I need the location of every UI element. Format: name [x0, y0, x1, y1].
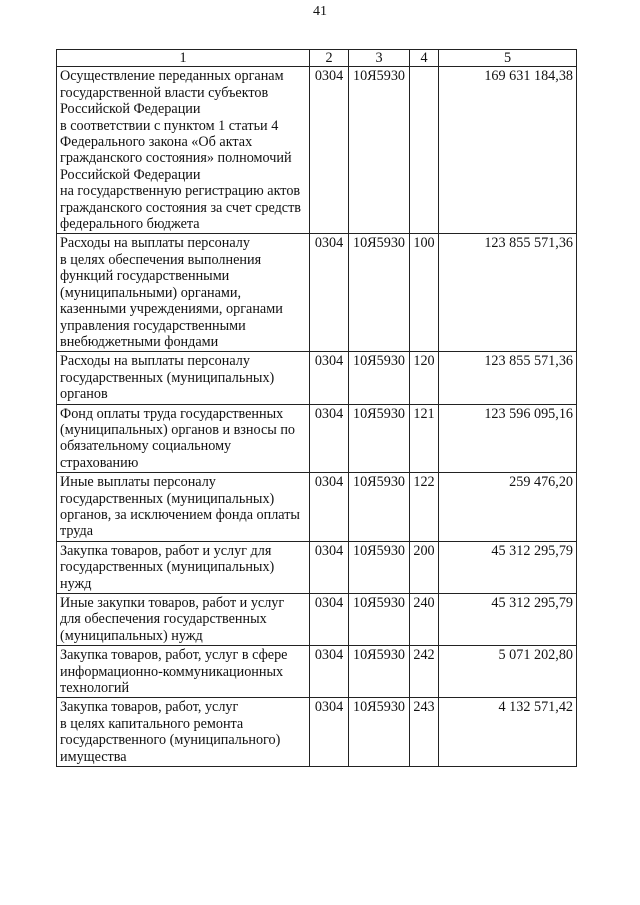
header-col-4: 4 — [410, 50, 439, 67]
row-description: Осуществление переданных органам государственной власти субъектов Российской Федерации в соответствии с пунктом 1 статьи 4 Федерального закона «Об актах гражданского состояния» полномочий Российской Федерации на государственную регистрацию актов гражданского состояния за счет средств федерального бюджета — [57, 67, 310, 234]
row-expense-type — [410, 67, 439, 234]
budget-table — [56, 49, 577, 767]
row-description: Иные закупки товаров, работ и услуг для обеспечения государственных (муниципальных) нужд — [57, 594, 310, 646]
row-section-code: 0304 — [310, 67, 349, 234]
table-row — [57, 404, 577, 473]
row-amount: 4 132 571,42 — [439, 698, 577, 767]
row-section-code: 0304 — [310, 352, 349, 404]
table-row — [57, 541, 577, 593]
row-target-code: 10Я5930 — [349, 352, 410, 404]
row-description: Расходы на выплаты персоналу в целях обеспечения выполнения функций государственными (муниципальными) органами, казенными учреждениями, органами управления государственными внебюджетными фондами — [57, 234, 310, 352]
row-amount: 123 855 571,36 — [439, 352, 577, 404]
row-section-code: 0304 — [310, 541, 349, 593]
table-row — [57, 698, 577, 767]
row-target-code: 10Я5930 — [349, 67, 410, 234]
table-row — [57, 352, 577, 404]
row-amount: 169 631 184,38 — [439, 67, 577, 234]
row-expense-type: 120 — [410, 352, 439, 404]
row-section-code: 0304 — [310, 594, 349, 646]
row-target-code: 10Я5930 — [349, 541, 410, 593]
row-amount: 5 071 202,80 — [439, 646, 577, 698]
row-section-code: 0304 — [310, 698, 349, 767]
row-section-code: 0304 — [310, 473, 349, 542]
table-row — [57, 234, 577, 352]
row-amount: 259 476,20 — [439, 473, 577, 542]
row-expense-type: 122 — [410, 473, 439, 542]
header-col-1: 1 — [57, 50, 310, 67]
row-section-code: 0304 — [310, 404, 349, 473]
row-description: Закупка товаров, работ, услуг в сфере информационно-коммуникационных технологий — [57, 646, 310, 698]
row-amount: 45 312 295,79 — [439, 594, 577, 646]
page-number: 41 — [313, 4, 327, 19]
row-target-code: 10Я5930 — [349, 594, 410, 646]
table-row — [57, 67, 577, 234]
row-expense-type: 200 — [410, 541, 439, 593]
header-col-2: 2 — [310, 50, 349, 67]
header-col-5: 5 — [439, 50, 577, 67]
row-description: Закупка товаров, работ, услуг в целях капитального ремонта государственного (муниципального) имущества — [57, 698, 310, 767]
row-section-code: 0304 — [310, 234, 349, 352]
row-target-code: 10Я5930 — [349, 473, 410, 542]
row-section-code: 0304 — [310, 646, 349, 698]
row-amount: 123 596 095,16 — [439, 404, 577, 473]
table-row — [57, 473, 577, 542]
row-description: Фонд оплаты труда государственных (муниципальных) органов и взносы по обязательному социальному страхованию — [57, 404, 310, 473]
row-expense-type: 243 — [410, 698, 439, 767]
table-row — [57, 646, 577, 698]
row-description: Закупка товаров, работ и услуг для государственных (муниципальных) нужд — [57, 541, 310, 593]
row-target-code: 10Я5930 — [349, 646, 410, 698]
row-amount: 123 855 571,36 — [439, 234, 577, 352]
row-amount: 45 312 295,79 — [439, 541, 577, 593]
row-target-code: 10Я5930 — [349, 698, 410, 767]
row-target-code: 10Я5930 — [349, 404, 410, 473]
row-expense-type: 242 — [410, 646, 439, 698]
row-description: Иные выплаты персоналу государственных (муниципальных) органов, за исключением фонда оплаты труда — [57, 473, 310, 542]
row-target-code: 10Я5930 — [349, 234, 410, 352]
row-expense-type: 100 — [410, 234, 439, 352]
row-expense-type: 121 — [410, 404, 439, 473]
row-description: Расходы на выплаты персоналу государственных (муниципальных) органов — [57, 352, 310, 404]
table-row — [57, 594, 577, 646]
table-header-row — [57, 50, 577, 67]
header-col-3: 3 — [349, 50, 410, 67]
row-expense-type: 240 — [410, 594, 439, 646]
